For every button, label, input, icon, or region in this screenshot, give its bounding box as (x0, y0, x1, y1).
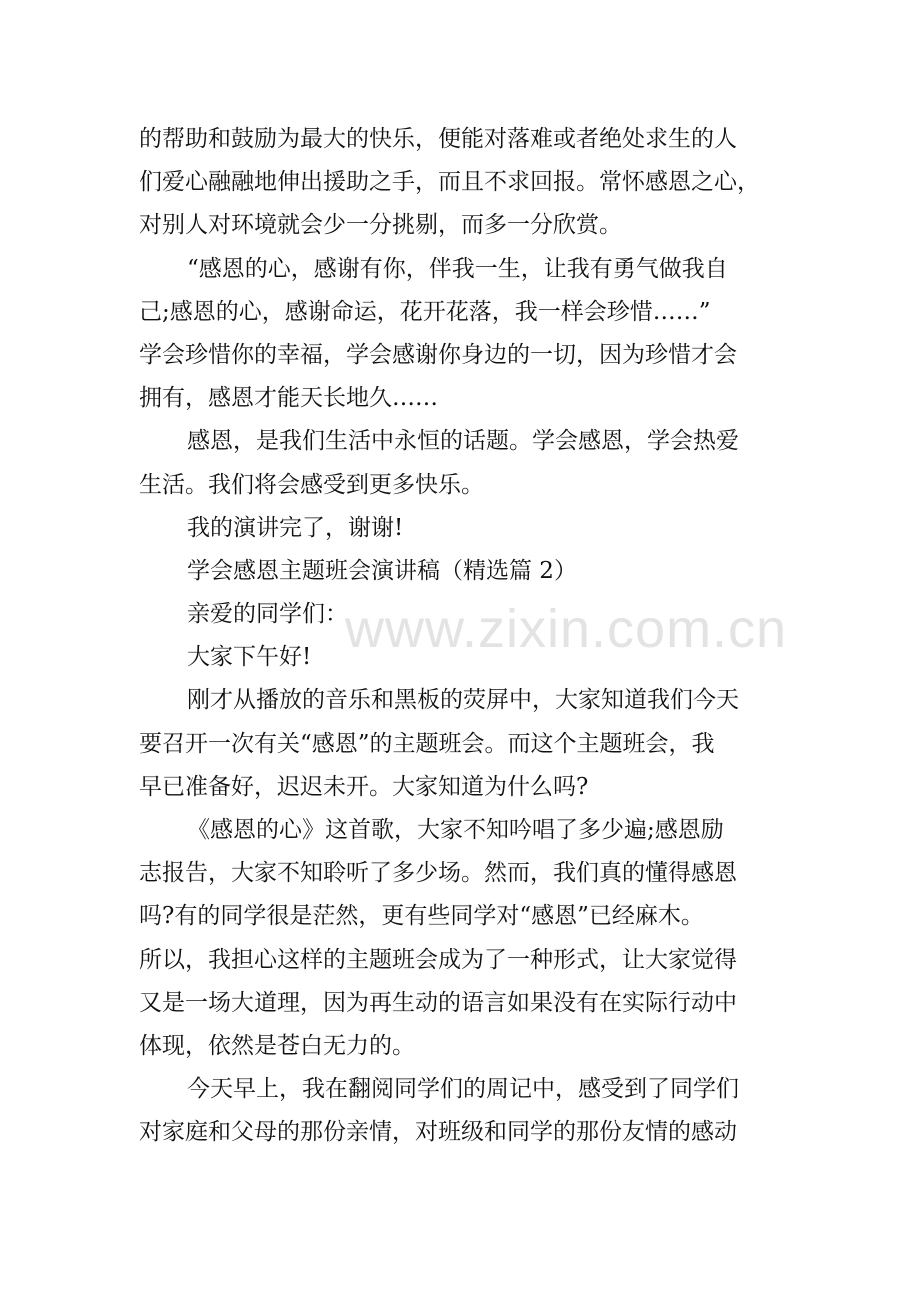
text-line: 我的演讲完了，谢谢! (187, 514, 404, 541)
text-line: 早已准备好，迟迟未开。大家知道为什么吗? (139, 773, 589, 800)
watermark: www.zixin.com.cn (345, 599, 788, 659)
section-heading: 学会感恩主题班会演讲稿（精选篇 2） (187, 557, 577, 584)
text-line: 的帮助和鼓励为最大的快乐，便能对落难或者绝处求生的人 (139, 126, 737, 152)
text-line: 《感恩的心》这首歌，大家不知吟唱了多少遍;感恩励 (187, 817, 724, 843)
text-line: 体现，依然是苍白无力的。 (139, 1032, 415, 1059)
text-line: 刚才从播放的音乐和黑板的荧屏中，大家知道我们今天 (187, 687, 739, 714)
document-body (139, 118, 788, 1155)
text-line: 要召开一次有关“感恩”的主题班会。而这个主题班会，我 (139, 730, 715, 757)
text-line: 对别人对环境就会少一分挑剔，而多一分欣赏。 (139, 212, 622, 239)
text-line: 感恩，是我们生活中永恒的话题。学会感恩，学会热爱 (187, 428, 739, 455)
text-line: 对家庭和父母的那份亲情，对班级和同学的那份友情的感动 (139, 1119, 737, 1146)
text-line: 学会珍惜你的幸福，学会感谢你身边的一切，因为珍惜才会 (139, 341, 737, 368)
text-line: 所以，我担心这样的主题班会成为了一种形式，让大家觉得 (139, 946, 737, 973)
text-line: 吗?有的同学很是茫然，更有些同学对“感恩”已经麻木。 (139, 903, 704, 930)
text-line: 生活。我们将会感受到更多快乐。 (139, 471, 484, 498)
text-line: 又是一场大道理，因为再生动的语言如果没有在实际行动中 (139, 989, 737, 1016)
text-line: 亲爱的同学们： (187, 601, 348, 628)
text-line: 志报告，大家不知聆听了多少场。然而，我们真的懂得感恩 (139, 860, 737, 887)
text-line: “感恩的心，感谢有你，伴我一生，让我有勇气做我自 (187, 255, 728, 282)
text-line: 大家下午好! (187, 644, 312, 671)
text-line: 拥有，感恩才能天长地久…… (139, 385, 438, 412)
text-line: 们爱心融融地伸出援助之手，而且不求回报。常怀感恩之心， (139, 169, 760, 196)
text-line: 己;感恩的心，感谢命运，花开花落，我一样会珍惜……” (139, 298, 711, 325)
text-line: 今天早上，我在翻阅同学们的周记中，感受到了同学们 (187, 1076, 739, 1103)
